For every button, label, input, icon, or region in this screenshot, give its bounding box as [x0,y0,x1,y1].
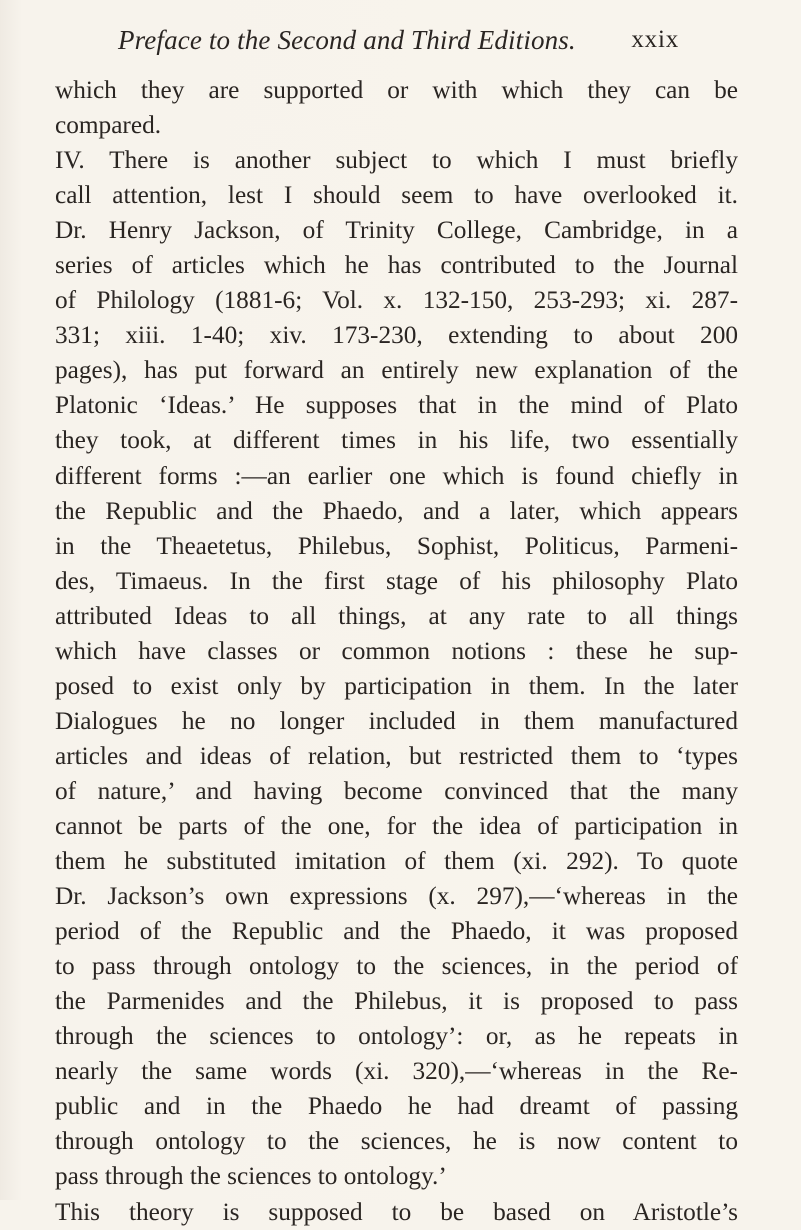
text-line: Dialogues he no longer included in them manufactured [55,706,738,735]
text-line: them he substituted imitation of them (xi. 292). To quote [55,847,738,876]
text-line: which have classes or common notions : these he sup- [55,636,738,665]
text-line: IV. There is another subject to which I must briefly [55,146,738,175]
text-line: Platonic ‘Ideas.’ He supposes that in the mind of Plato [55,391,738,420]
text-line: pass through the sciences to ontology.’ [55,1162,447,1191]
text-line: nearly the same words (xi. 320),—‘whereas in the Re- [55,1057,738,1086]
text-line: posed to exist only by participation in them. In the later [55,671,738,700]
text-line: public and in the Phaedo he had dreamt of passing [55,1092,738,1121]
text-line: attributed Ideas to all things, at any rate to all things [55,601,738,630]
page-number: xxix [631,26,679,53]
text-line: through ontology to the sciences, he is now content to [55,1127,738,1156]
text-line: through the sciences to ontology’: or, as he repeats in [55,1022,738,1051]
text-line: different forms :—an earlier one which is found chiefly in [55,461,738,490]
text-line: the Republic and the Phaedo, and a later, which appears [55,496,738,525]
text-line: of Philology (1881-6; Vol. x. 132-150, 253-293; xi. 287- [55,286,738,315]
text-line: des, Timaeus. In the first stage of his philosophy Plato [55,566,738,595]
text-line: in the Theaetetus, Philebus, Sophist, Politicus, Parmeni- [55,531,738,560]
text-line: the Parmenides and the Philebus, it is proposed to pass [55,987,738,1016]
text-line: compared. [55,111,162,140]
text-line: articles and ideas of relation, but restricted them to ‘types [55,741,738,770]
text-line: to pass through ontology to the sciences, in the period of [55,952,738,981]
text-line: series of articles which he has contributed to the Journal [55,251,738,280]
body-text [55,73,738,1230]
text-line: pages), has put forward an entirely new explanation of the [55,356,738,385]
text-line: call attention, lest I should seem to have overlooked it. [55,181,738,210]
text-line: This theory is supposed to be based on Aristotle’s [55,1197,738,1226]
running-header [118,20,679,60]
text-line: Dr. Henry Jackson, of Trinity College, Cambridge, in a [55,216,738,245]
text-line: cannot be parts of the one, for the idea of participation in [55,811,738,840]
text-line: 331; xiii. 1-40; xiv. 173-230, extending to about 200 [55,321,738,350]
text-line: they took, at different times in his life, two essentially [55,426,738,455]
text-line: which they are supported or with which they can be [55,76,738,104]
running-title: Preface to the Second and Third Editions. [118,25,576,55]
text-line: of nature,’ and having become convinced that the many [55,776,738,805]
text-line: period of the Republic and the Phaedo, it was proposed [55,917,738,946]
text-line: Dr. Jackson’s own expressions (x. 297),—‘whereas in the [55,882,738,911]
